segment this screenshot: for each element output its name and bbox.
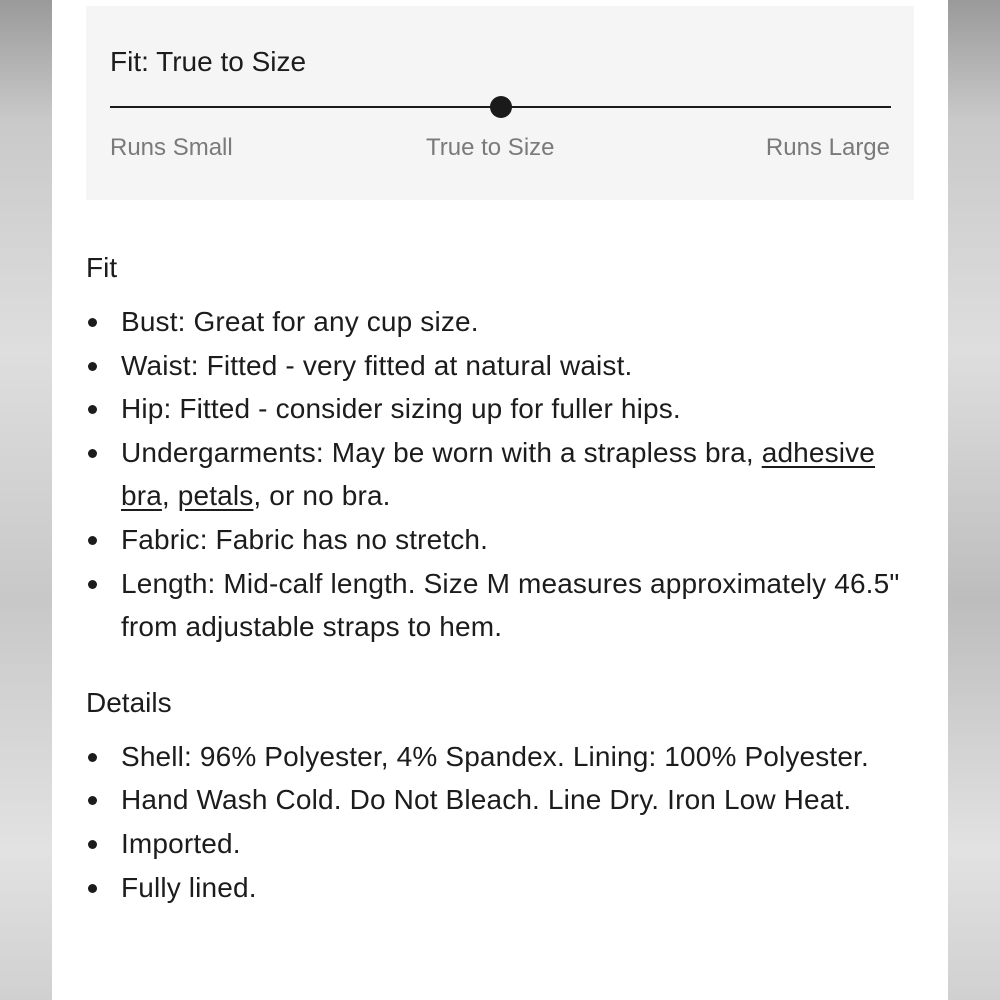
- list-item-lined: [86, 866, 916, 910]
- list-item-care: [86, 778, 916, 822]
- details-list: [86, 735, 916, 909]
- bullet-icon: [88, 362, 97, 371]
- bullet-text: Length: Mid-calf length. Size M measures approximately 46.5" from adjustable straps to hem.: [121, 567, 900, 643]
- bullet-icon: [88, 796, 97, 805]
- details-heading: Details: [86, 686, 172, 718]
- fit-title: Fit: True to Size: [110, 46, 307, 77]
- fit-label-true-to-size: True to Size: [426, 134, 555, 161]
- list-item-imported: [86, 822, 916, 866]
- fit-label-runs-small: Runs Small: [110, 134, 233, 161]
- link-separator: ,: [161, 480, 178, 512]
- petals-link[interactable]: petals: [177, 480, 254, 512]
- adhesive-bra-link[interactable]: adhesive bra: [121, 436, 876, 512]
- fit-heading: Fit: [86, 252, 118, 283]
- bullet-text: Undergarments: May be worn with a strapless bra,: [121, 436, 762, 468]
- list-item-undergarments: [86, 431, 916, 518]
- bullet-icon: [88, 405, 97, 414]
- bullet-text: Bust: Great for any cup size.: [121, 306, 479, 337]
- list-item-fabric: [86, 518, 916, 562]
- bullet-text: Imported.: [121, 827, 241, 859]
- bullet-icon: [88, 449, 97, 458]
- product-details-page: [52, 0, 948, 1000]
- bullet-icon: [88, 318, 97, 327]
- bullet-text: Shell: 96% Polyester, 4% Spandex. Lining: 100% Polyester.: [121, 740, 869, 772]
- list-item-waist: [86, 344, 916, 388]
- list-item-bust: [86, 300, 916, 344]
- fit-scale-marker: [490, 96, 512, 118]
- fit-label-runs-large: Runs Large: [765, 134, 890, 161]
- bullet-icon: [88, 536, 97, 545]
- list-item-length: [86, 562, 916, 649]
- list-item-hip: [86, 387, 916, 431]
- bullet-text: Fabric: Fabric has no stretch.: [121, 523, 489, 555]
- list-item-materials: [86, 735, 916, 779]
- bullet-text: Hip: Fitted - consider sizing up for fuller hips.: [121, 393, 681, 425]
- fit-list: [86, 300, 916, 649]
- product-description: [86, 248, 916, 909]
- bullet-icon: [88, 753, 97, 762]
- bullet-icon: [88, 884, 97, 893]
- fit-scale-card: [86, 6, 914, 200]
- bullet-text: Waist: Fitted - very fitted at natural waist.: [121, 349, 633, 381]
- background-right: [948, 0, 1000, 1000]
- bullet-icon: [88, 580, 97, 589]
- bullet-icon: [88, 840, 97, 849]
- background-left: [0, 0, 52, 1000]
- bullet-text-end: , or no bra.: [253, 480, 391, 512]
- bullet-text: Hand Wash Cold. Do Not Bleach. Line Dry. Iron Low Heat.: [121, 784, 852, 816]
- bullet-text: Fully lined.: [121, 871, 257, 903]
